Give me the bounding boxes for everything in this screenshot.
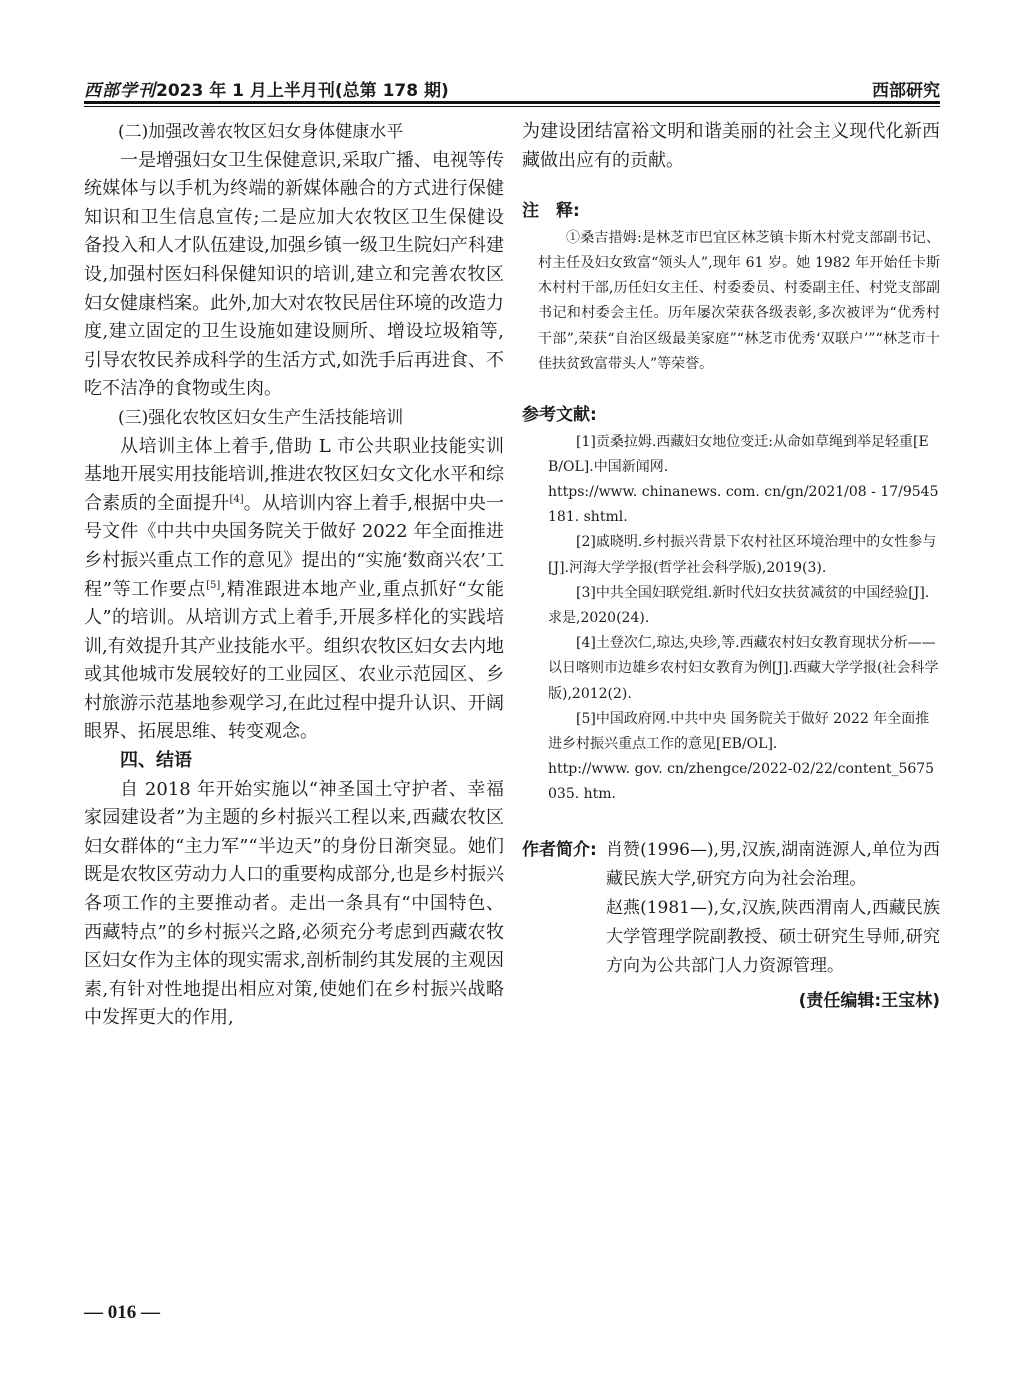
subheading-2: (二)加强改善农牧区妇女身体健康水平 [118,122,404,142]
paragraph-health: 一是增强妇女卫生保健意识,采取广播、电视等传统媒体与以手机为终端的新媒体融合的方式进行保健知识和卫生信息宣传;二是应加大农牧区卫生保健设备投入和人才队伍建设,加强乡镇一级卫生院妇产科建设,加强村医妇科保健知识的培训,建立和完善农牧区妇女健康档案。此外,加大对农牧民居住环境的改造力度,建立固定的卫生设施如建设厕所、增设垃圾箱等,引导农牧民养成科学的生活方式,如洗手后再进食、不吃不洁净的食物或生肉。 [84,149,504,400]
reference-5-url: http://www. gov. cn/zhengce/2022-02/22/content_5675035. htm. [548,761,935,803]
header-rule [84,101,940,104]
section-name: 西部研究 [872,81,940,101]
author-body [606,836,940,981]
reference-3: [3]中共全国妇联党组.新时代妇女扶贫减贫的中国经验[J].求是,2020(24). [548,584,930,627]
right-column [522,118,940,1015]
header-rule-thin [84,106,940,107]
reference-1-url: https://www. chinanews. com. cn/gn/2021/08 - 17/9545181. shtml. [548,484,939,526]
reference-4: [4]土登次仁,琼达,央珍,等.西藏农村妇女教育现状分析——以日喀则市边雄乡农村妇女教育为例[J].西藏大学学报(社会科学版),2012(2). [548,635,939,702]
issue-label: 2023 年 1 月上半月刊(总第 178 期) [156,81,449,101]
author-2: 赵燕(1981—),女,汉族,陕西渭南人,西藏民族大学管理学院副教授、硕士研究生导师,研究方向为公共部门人力资源管理。 [606,897,940,976]
author-bio [522,836,940,981]
citation-5: [5] [206,579,221,591]
subheading-3: (三)强化农牧区妇女生产生活技能培训 [118,407,404,428]
paragraph-training: 从培训主体上着手,借助 L 市公共职业技能实训基地开展实用技能培训,推进农牧区妇女文化水平和综合素质的全面提升[4]。从培训内容上着手,根据中央一号文件《中共中央国务院关于做好 2022 年全面推进乡村振兴重点工作的意见》提出的“实施‘数商兴农’工程”等工作要点[5],精准跟进本地产业,重点抓好“女能人”的培训。从培训方式上着手,开展多样化的实践培训,有效提升其产业技能水平。组织农牧区妇女去内地或其他城市发展较好的工业园区、农业示范园区、乡村旅游示范基地参观学习,在此过程中提升认识、开阔眼界、拓展思维、转变观念。 [84,435,504,743]
reference-2: [2]戚晓明.乡村振兴背景下农村社区环境治理中的女性参与[J].河海大学学报(哲学社会科学版),2019(3). [548,534,937,576]
journal-logo: 西部学刊 [84,81,156,101]
citation-4: [4] [229,493,244,505]
paragraph-conclusion: 自 2018 年开始实施以“神圣国土守护者、幸福家园建设者”为主题的乡村振兴工程以来,西藏农牧区妇女群体的“主力军”“半边天”的身份日渐突显。她们既是农牧区劳动力人口的重要构成部分,也是乡村振兴各项工作的主要推动者。走出一条具有“中国特色、西藏特点”的乡村振兴之路,必须充分考虑到西藏农牧区妇女作为主体的现实需求,剖析制约其发展的主观因素,有针对性地提出相应对策,使她们在乡村振兴战略中发挥更大的作用, [84,778,504,1029]
responsible-editor: (责任编辑:王宝林) [798,990,940,1011]
journal-issue [84,76,449,101]
section-heading-conclusion: 四、结语 [120,750,192,772]
author-label: 作者简介: [522,839,597,860]
running-header [84,72,940,102]
reference-1: [1]贡桑拉姆.西藏妇女地位变迁:从命如草绳到举足轻重[EB/OL].中国新闻网. https://www. chinanews. com. cn/gn/2021/08 - 17/9545181. shtml. [522,430,940,531]
notes-heading: 注 释: [522,201,580,222]
page-number: — 016 — [84,1302,160,1323]
note-1: ①桑吉措姆:是林芝市巴宜区林芝镇卡斯木村党支部副书记、村主任及妇女致富“领头人”,现年 61 岁。她 1982 年开始任卡斯木村村干部,历任妇女主任、村委委员、村委副主任、村党支部副书记和村委会主任。历年屡次荣获各级表彰,多次被评为“优秀村干部”,荣获“自治区级最美家庭”“林芝市优秀‘双联户’”“林芝市十佳扶贫致富带头人”等荣誉。 [538,229,940,372]
paragraph-conclusion-cont: 为建设团结富裕文明和谐美丽的社会主义现代化新西藏做出应有的贡献。 [522,121,940,171]
reference-5: [5]中国政府网.中共中央 国务院关于做好 2022 年全面推进乡村振兴重点工作的意见[EB/OL]. http://www. gov. cn/zhengce/2022-02/22/content_5675035. htm. [522,707,940,808]
left-column [84,118,504,1033]
author-1: 肖赞(1996—),男,汉族,湖南涟源人,单位为西藏民族大学,研究方向为社会治理。 [606,839,940,889]
references-heading: 参考文献: [522,405,597,425]
